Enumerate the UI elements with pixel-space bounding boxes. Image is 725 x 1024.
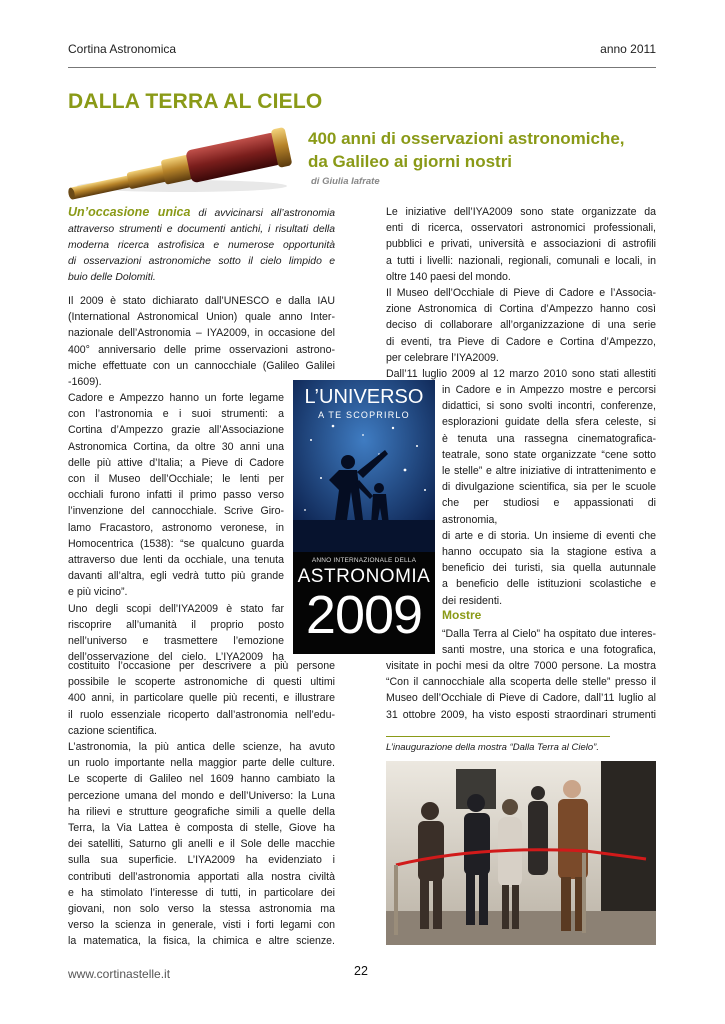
iya2009-poster [293,380,435,654]
body-line: Il 2009 è stato dichiarato dall’UNESCO e dalla IAU [68,295,335,307]
body-line: Dall’11 luglio 2009 al 12 marzo 2010 sono stati allestiti [386,368,656,381]
caption-rule [386,736,610,737]
intro-line: di osservazioni astronomiche sotto il cielo limpido e [68,256,335,267]
body-line: occhiali furono infatti il primo passo verso [68,489,284,502]
right-column-top [386,204,656,382]
poster-band1: ANNO INTERNAZIONALE DELLA [311,557,417,564]
body-line: lamo Fracastoro, astronomo veronese, in [68,521,284,534]
author-byline: di Giulia Iafrate [311,176,380,187]
body-line: sulla sua superficie. L’IYA2009 ha evidenziato i [68,854,335,867]
body-line: Astronomica Cortina, da oltre 30 anni una [68,440,284,453]
intro-line: moderna ricerca astrofisica e numerose opportunità [68,240,335,251]
body-line: di arte e di storia. Un insieme di eventi che [442,529,656,542]
body-line: enti di ricerca, osservatori astronomici professionali, [386,222,656,235]
body-line: Il Museo dell’Occhiale di Pieve di Cadore e l’Associa- [386,287,656,300]
body-line: “Con il cannocchiale alla scoperta delle stelle” presso il [386,676,656,689]
body-line: ha rilievi e strutture geografiche simili a quelle della [68,805,335,818]
body-line: Uno degli scopi dell’IYA2009 è stato far [68,602,284,615]
body-line: possibile le scoperte astronomiche di questi ultimi [68,676,335,689]
page-number: 22 [354,964,368,978]
left-column-bottom [68,658,335,950]
body-line: che per studiosi e appassionati di astronomia, [442,497,656,526]
body-line: la matematica, la fisica, la chimica e altre scienze. [68,935,335,948]
body-line: l’invenzione del cannocchiale. Scrive Giro- [68,505,284,518]
body-line: Homocentrica (1538): “se qualcuno guarda [68,537,284,550]
body-line: percezione umana del mondo e dell’Universo: la Luna [68,789,335,802]
body-line: miche effettuate con un cannocchiale (Galileo Galilei [68,359,335,372]
body-line: a tutti i livelli: nazionali, regionali, comunali e locali, in [386,254,656,267]
left-column-top [68,293,335,390]
mostre-wrap [442,626,656,658]
body-line: Cortina d’Ampezzo grazie all’Associazione [68,424,284,437]
right-column-wrap [442,382,656,609]
intro-line: buio delle Dolomiti. [68,272,156,283]
header-publication: Cortina Astronomica [68,42,177,56]
left-column-wrap [68,390,284,665]
body-line: riscoprire all’umanità il proprio posto [68,618,284,631]
body-line: verso la scienza in generale, visti i forti legami con [68,919,335,932]
intro-paragraph [68,204,335,286]
body-line: in Cadore e in Ampezzo mostre e percorsi [442,384,656,396]
body-line: di divulgazione scientifica, sia per le scuole [442,481,656,494]
body-line: visitate in pochi mesi da oltre 7000 persone. La mostra [386,660,656,672]
body-line: le stelle” e altre iniziative di intrattenimento e [442,465,656,478]
article-subtitle [308,127,625,173]
body-line: davanti all’altra, egli vedrà tutto più grande [68,570,284,583]
body-line: 400° anniversario delle prime osservazioni astrono- [68,343,335,356]
body-line: zione Astronomica di Cortina d’Ampezzo hanno così [386,303,656,316]
body-line: Terra, la Via Lattea è composta di stelle, Giove ha [68,822,335,835]
body-line: costituito l’occasione per descrivere a più persone [68,660,335,672]
body-line: (International Astronomical Union) quale anno Inter- [68,311,335,324]
body-line: esplorazioni guidate della sfera celeste, si [442,416,656,429]
body-line: “Dalla Terra al Cielo” ha ospitato due interes- [442,628,656,640]
body-line: Cadore e Ampezzo hanno un forte legame [68,392,284,404]
body-line: attraverso due lenti da occhiale, una tenuta [68,554,284,567]
photo-caption: L’inaugurazione della mostra “Dalla Terra al Cielo”. [386,742,599,753]
body-line: di eventi, tra Pieve di Cadore e Cortina d’Ampezzo, [386,335,656,348]
section-heading-mostre: Mostre [442,608,482,622]
body-line: e ha stimolato l’interesse di tutti, in particolare dei [68,886,335,899]
intro-lead: Un’occasione unica [68,205,191,219]
body-line: nell’universo e trasmettere l’emozione [68,635,284,648]
body-line: dei satelliti, Saturno gli anelli e il Sole delle macchie [68,838,335,851]
body-line: pubblici e privati, università e associazioni di astrofili [386,238,656,251]
body-line: a beneficio delle istituzioni scolastiche e [442,578,656,591]
poster-tagline: A TE SCOPRIRLO [318,410,410,420]
body-line: nazionale dell’Astronomia – IYA2009, in occasione del [68,327,335,340]
header-year: anno 2011 [600,42,656,56]
article-title: DALLA TERRA AL CIELO [68,90,323,113]
body-line: contributi dell’astronomia apportati alla nostra civiltà [68,870,335,883]
body-line: per celebrare l’IYA2009. [386,351,499,364]
body-line: santi mostre, una storica e una fotografica, [442,644,656,657]
body-line: dell’osservazione del cielo. L’IYA2009 ha [68,651,284,664]
poster-headline: L’UNIVERSO [304,386,424,408]
body-line: 31 ottobre 2009, ha visto esposti straordinari strumenti [386,708,656,721]
body-line: Le scoperte di Galileo nel 1609 hanno cambiato la [68,773,335,786]
subtitle-line: da Galileo ai giorni nostri [308,152,513,171]
telescope-image [62,120,304,202]
mostre-body [386,658,656,723]
body-line: teatrale, sono state organizzate “cene sotto [442,448,656,461]
body-line: è tenuta una rassegna cinematografica- [442,432,656,445]
body-line: oltre 140 paesi del mondo. [386,270,511,283]
intro-line: attraverso strumenti e documenti antichi, i risultati della [68,224,335,235]
intro-line: di avvicinarsi all’astronomia [190,208,335,219]
body-line: cazione scientifica. [68,724,157,737]
body-line: -1609). [68,376,102,389]
body-line: con il Museo dell’Occhiale; le lenti per [68,473,284,486]
inauguration-photo-art [386,761,656,945]
body-line: Le iniziative dell’IYA2009 sono state organizzate da [386,206,656,218]
body-line: giovani, non solo verso la stessa astronomia ma [68,903,335,916]
body-line: hanno occupato sia la stagione estiva a [442,546,656,559]
body-line: L’astronomia, la più antica delle scienze, ha avuto [68,741,335,754]
body-line: deciso di collaborare all’organizzazione di una serie [386,319,656,332]
body-line: 400 anni, in particolare quelle più recenti, e illustrare [68,692,335,705]
body-line: con l’astronomia e i suoi strumenti: a [68,408,284,421]
poster-year: 2009 [305,585,423,645]
body-line: didattici, si sono svolti incontri, conferenze, [442,400,656,413]
body-line: un ruolo importante nella maggior parte delle culture. [68,757,335,770]
poster-band2: ASTRONOMIA [297,566,431,587]
subtitle-line: 400 anni di osservazioni astronomiche, [308,129,625,148]
body-line: beneficio dei turisti, sia quella autunnale [442,562,656,575]
body-line: Museo dell’Occhiale di Pieve di Cadore, dall’11 luglio al [386,692,656,705]
header-rule [68,67,656,68]
body-line: e più vicino”. [68,586,128,599]
body-line: delle più attive d’Italia; a Pieve di Cadore [68,456,284,469]
inauguration-photo [386,761,656,945]
body-line: il ruolo essenziale ricoperto dall’astronomia nell’edu- [68,708,335,721]
footer-website: www.cortinastelle.it [68,967,171,981]
body-line: dei residenti. [442,594,503,607]
